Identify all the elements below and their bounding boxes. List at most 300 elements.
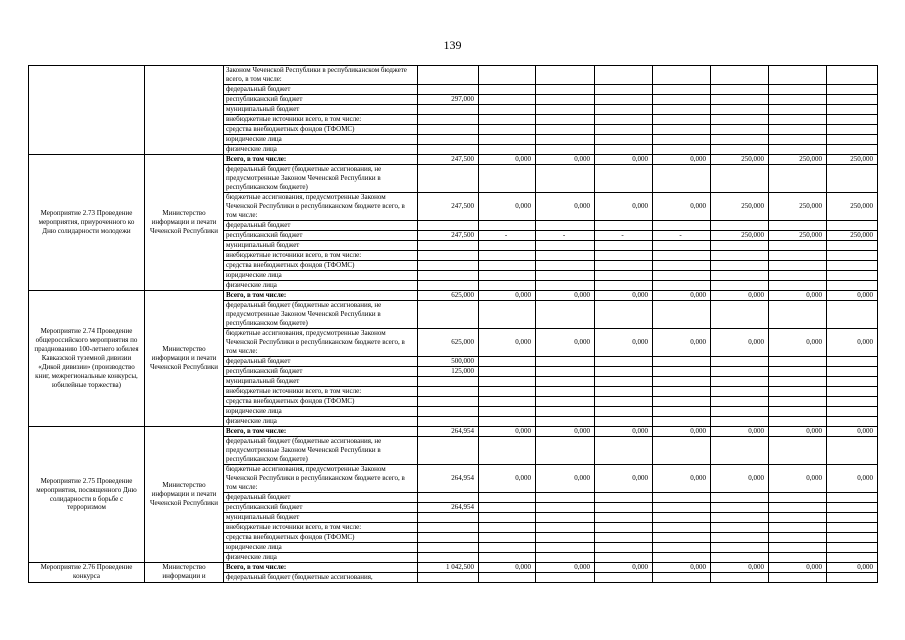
value-cell: 0,000 <box>827 563 878 573</box>
value-cell <box>827 135 878 145</box>
organization-cell: Министерство информации и печати Чеченской Республики <box>145 155 224 291</box>
value-cell <box>536 357 595 367</box>
value-cell <box>711 437 769 465</box>
value-cell: 125,000 <box>418 367 479 377</box>
page-number: 139 <box>443 38 462 52</box>
funding-source-cell: республиканский бюджет <box>224 503 418 513</box>
value-cell: 250,000 <box>769 231 827 241</box>
value-cell <box>418 387 479 397</box>
value-cell <box>418 513 479 523</box>
value-cell <box>479 417 536 427</box>
organization-cell: Министерство информации и <box>145 563 224 583</box>
value-cell <box>479 543 536 553</box>
value-cell <box>827 493 878 503</box>
activity-cell: Мероприятие 2.73 Проведение мероприятия, приуроченного ко Дню солидарности молодежи <box>29 155 145 291</box>
funding-source-cell: внебюджетные источники всего, в том числе: <box>224 251 418 261</box>
value-cell <box>769 573 827 583</box>
value-cell <box>711 251 769 261</box>
value-cell <box>769 66 827 85</box>
value-cell <box>711 125 769 135</box>
value-cell <box>479 125 536 135</box>
organization-cell: Министерство информации и печати Чеченской Республики <box>145 291 224 427</box>
value-cell <box>536 66 595 85</box>
value-cell <box>479 437 536 465</box>
value-cell <box>653 417 711 427</box>
value-cell: 0,000 <box>536 465 595 493</box>
value-cell: - <box>653 231 711 241</box>
value-cell <box>827 357 878 367</box>
value-cell <box>827 533 878 543</box>
funding-source-cell: средства внебюджетных фондов (ТФОМС) <box>224 533 418 543</box>
value-cell: 250,000 <box>769 155 827 165</box>
value-cell <box>769 543 827 553</box>
value-cell <box>711 95 769 105</box>
value-cell <box>418 261 479 271</box>
value-cell <box>536 125 595 135</box>
value-cell <box>595 397 653 407</box>
value-cell: 0,000 <box>653 563 711 573</box>
value-cell <box>653 281 711 291</box>
value-cell: 0,000 <box>769 465 827 493</box>
value-cell <box>479 251 536 261</box>
value-cell <box>711 281 769 291</box>
value-cell <box>827 281 878 291</box>
value-cell <box>418 543 479 553</box>
value-cell: 0,000 <box>595 291 653 301</box>
value-cell: 0,000 <box>536 193 595 221</box>
value-cell <box>711 523 769 533</box>
value-cell <box>769 417 827 427</box>
value-cell: 264,954 <box>418 503 479 513</box>
activity-cell <box>29 66 145 155</box>
value-cell <box>479 493 536 503</box>
value-cell <box>711 503 769 513</box>
value-cell <box>769 221 827 231</box>
value-cell <box>418 271 479 281</box>
funding-source-cell: федеральный бюджет (бюджетные ассигнования, не предусмотренные Законом Чеченской Республики в республиканском бюджете) <box>224 437 418 465</box>
value-cell: 0,000 <box>536 427 595 437</box>
value-cell: 0,000 <box>711 291 769 301</box>
value-cell <box>827 85 878 95</box>
value-cell <box>479 105 536 115</box>
value-cell <box>536 513 595 523</box>
value-cell: 0,000 <box>711 329 769 357</box>
value-cell <box>536 573 595 583</box>
value-cell <box>769 397 827 407</box>
value-cell <box>827 95 878 105</box>
funding-source-cell: внебюджетные источники всего, в том числе: <box>224 387 418 397</box>
funding-source-cell: республиканский бюджет <box>224 95 418 105</box>
funding-source-cell: Всего, в том числе: <box>224 155 418 165</box>
value-cell <box>827 573 878 583</box>
funding-source-cell: физические лица <box>224 553 418 563</box>
value-cell: 250,000 <box>711 193 769 221</box>
value-cell <box>827 407 878 417</box>
value-cell <box>653 251 711 261</box>
funding-source-cell: республиканский бюджет <box>224 231 418 241</box>
value-cell <box>769 301 827 329</box>
value-cell <box>536 145 595 155</box>
value-cell <box>418 523 479 533</box>
value-cell <box>418 66 479 85</box>
value-cell <box>711 493 769 503</box>
value-cell <box>769 513 827 523</box>
value-cell <box>653 387 711 397</box>
value-cell <box>479 221 536 231</box>
value-cell: 0,000 <box>536 329 595 357</box>
value-cell <box>418 301 479 329</box>
value-cell <box>418 377 479 387</box>
value-cell <box>418 241 479 251</box>
funding-source-cell: средства внебюджетных фондов (ТФОМС) <box>224 397 418 407</box>
value-cell <box>653 397 711 407</box>
value-cell: 264,954 <box>418 465 479 493</box>
value-cell <box>479 301 536 329</box>
funding-source-cell: средства внебюджетных фондов (ТФОМС) <box>224 261 418 271</box>
funding-source-cell: юридические лица <box>224 271 418 281</box>
table-row <box>29 291 878 301</box>
value-cell <box>479 513 536 523</box>
activity-cell: Мероприятие 2.75 Проведение мероприятия, посвященного Дню солидарности в борьбе с терроризмом <box>29 427 145 563</box>
value-cell <box>653 241 711 251</box>
value-cell: 0,000 <box>827 427 878 437</box>
funding-source-cell: федеральный бюджет <box>224 85 418 95</box>
value-cell <box>827 377 878 387</box>
table-row <box>29 66 878 85</box>
value-cell <box>769 271 827 281</box>
table-row <box>29 155 878 165</box>
funding-source-cell: юридические лица <box>224 135 418 145</box>
value-cell <box>711 115 769 125</box>
value-cell <box>595 513 653 523</box>
value-cell <box>769 135 827 145</box>
value-cell <box>536 241 595 251</box>
value-cell: 0,000 <box>653 329 711 357</box>
value-cell <box>653 221 711 231</box>
value-cell: - <box>479 231 536 241</box>
value-cell: 0,000 <box>827 465 878 493</box>
value-cell <box>653 533 711 543</box>
value-cell: 250,000 <box>711 231 769 241</box>
value-cell <box>479 281 536 291</box>
value-cell: 0,000 <box>536 291 595 301</box>
value-cell: 0,000 <box>479 427 536 437</box>
value-cell <box>418 165 479 193</box>
value-cell <box>653 135 711 145</box>
value-cell <box>595 165 653 193</box>
value-cell <box>711 377 769 387</box>
value-cell: 0,000 <box>653 193 711 221</box>
funding-source-cell: физические лица <box>224 417 418 427</box>
value-cell <box>711 85 769 95</box>
value-cell <box>418 437 479 465</box>
value-cell <box>595 95 653 105</box>
value-cell <box>827 513 878 523</box>
value-cell <box>479 165 536 193</box>
value-cell <box>769 115 827 125</box>
value-cell <box>711 261 769 271</box>
value-cell <box>418 553 479 563</box>
value-cell <box>653 271 711 281</box>
value-cell <box>711 105 769 115</box>
value-cell <box>827 165 878 193</box>
value-cell <box>827 115 878 125</box>
value-cell <box>418 533 479 543</box>
value-cell <box>653 125 711 135</box>
value-cell: 0,000 <box>595 563 653 573</box>
table-row <box>29 427 878 437</box>
value-cell <box>827 417 878 427</box>
value-cell <box>479 503 536 513</box>
value-cell <box>536 503 595 513</box>
value-cell <box>769 357 827 367</box>
value-cell <box>479 357 536 367</box>
activity-cell: Мероприятие 2.76 Проведение конкурса <box>29 563 145 583</box>
value-cell <box>711 357 769 367</box>
value-cell <box>711 387 769 397</box>
value-cell <box>479 523 536 533</box>
value-cell <box>418 407 479 417</box>
table-row <box>29 563 878 573</box>
value-cell <box>769 533 827 543</box>
value-cell: 250,000 <box>711 155 769 165</box>
value-cell <box>479 397 536 407</box>
value-cell <box>595 533 653 543</box>
value-cell: 0,000 <box>595 465 653 493</box>
value-cell <box>595 493 653 503</box>
value-cell <box>536 397 595 407</box>
value-cell <box>711 553 769 563</box>
value-cell <box>827 241 878 251</box>
value-cell: 0,000 <box>536 155 595 165</box>
value-cell <box>595 125 653 135</box>
value-cell <box>595 357 653 367</box>
value-cell: 0,000 <box>479 291 536 301</box>
value-cell <box>711 271 769 281</box>
value-cell <box>711 135 769 145</box>
value-cell: 0,000 <box>711 427 769 437</box>
value-cell <box>536 553 595 563</box>
funding-source-cell: юридические лица <box>224 407 418 417</box>
value-cell: 250,000 <box>769 193 827 221</box>
value-cell <box>769 523 827 533</box>
value-cell: 0,000 <box>479 465 536 493</box>
value-cell <box>479 261 536 271</box>
value-cell <box>536 387 595 397</box>
value-cell: 0,000 <box>595 329 653 357</box>
value-cell <box>653 553 711 563</box>
funding-source-cell: Всего, в том числе: <box>224 427 418 437</box>
value-cell <box>595 251 653 261</box>
value-cell <box>418 85 479 95</box>
value-cell <box>827 221 878 231</box>
value-cell <box>595 387 653 397</box>
value-cell <box>827 387 878 397</box>
value-cell <box>595 271 653 281</box>
value-cell <box>418 281 479 291</box>
funding-source-cell: физические лица <box>224 281 418 291</box>
funding-source-cell: муниципальный бюджет <box>224 105 418 115</box>
value-cell: 247,500 <box>418 155 479 165</box>
value-cell <box>711 513 769 523</box>
value-cell: 0,000 <box>653 427 711 437</box>
funding-source-cell: муниципальный бюджет <box>224 377 418 387</box>
value-cell <box>595 261 653 271</box>
value-cell <box>827 251 878 261</box>
value-cell <box>711 221 769 231</box>
value-cell <box>479 271 536 281</box>
value-cell: 250,000 <box>827 231 878 241</box>
value-cell <box>769 251 827 261</box>
value-cell <box>653 261 711 271</box>
value-cell <box>653 301 711 329</box>
value-cell <box>653 377 711 387</box>
value-cell: 500,000 <box>418 357 479 367</box>
value-cell <box>711 66 769 85</box>
value-cell <box>653 105 711 115</box>
value-cell <box>536 165 595 193</box>
value-cell <box>595 85 653 95</box>
funding-source-cell: средства внебюджетных фондов (ТФОМС) <box>224 125 418 135</box>
value-cell <box>418 573 479 583</box>
value-cell <box>536 543 595 553</box>
value-cell <box>595 553 653 563</box>
value-cell <box>827 367 878 377</box>
value-cell <box>595 503 653 513</box>
value-cell <box>595 417 653 427</box>
value-cell <box>418 493 479 503</box>
value-cell: 0,000 <box>769 329 827 357</box>
value-cell: 247,500 <box>418 193 479 221</box>
funding-source-cell: бюджетные ассигнования, предусмотренные Законом Чеченской Республики в республиканском бюджете всего, в том числе: <box>224 193 418 221</box>
value-cell <box>479 573 536 583</box>
value-cell <box>653 357 711 367</box>
value-cell <box>536 377 595 387</box>
value-cell <box>595 523 653 533</box>
value-cell <box>536 261 595 271</box>
value-cell <box>653 513 711 523</box>
value-cell <box>769 145 827 155</box>
value-cell <box>769 407 827 417</box>
value-cell <box>595 437 653 465</box>
value-cell <box>479 533 536 543</box>
funding-source-cell: федеральный бюджет (бюджетные ассигнования, <box>224 573 418 583</box>
value-cell <box>595 377 653 387</box>
value-cell: - <box>536 231 595 241</box>
value-cell <box>653 437 711 465</box>
value-cell <box>418 221 479 231</box>
value-cell <box>418 135 479 145</box>
value-cell: 625,000 <box>418 329 479 357</box>
value-cell <box>595 301 653 329</box>
value-cell <box>479 407 536 417</box>
funding-source-cell: федеральный бюджет (бюджетные ассигнования, не предусмотренные Законом Чеченской Республики в республиканском бюджете) <box>224 301 418 329</box>
value-cell <box>769 165 827 193</box>
funding-source-cell: внебюджетные источники всего, в том числе: <box>224 523 418 533</box>
value-cell <box>653 573 711 583</box>
value-cell: 0,000 <box>827 329 878 357</box>
organization-cell <box>145 66 224 155</box>
value-cell <box>536 221 595 231</box>
value-cell <box>827 543 878 553</box>
value-cell <box>653 523 711 533</box>
value-cell <box>536 437 595 465</box>
value-cell: 0,000 <box>653 291 711 301</box>
value-cell <box>479 145 536 155</box>
value-cell <box>418 145 479 155</box>
value-cell <box>418 105 479 115</box>
value-cell <box>536 523 595 533</box>
funding-source-cell: юридические лица <box>224 543 418 553</box>
funding-source-cell: бюджетные ассигнования, предусмотренные Законом Чеченской Республики в республиканском бюджете всего, в том числе: <box>224 465 418 493</box>
value-cell <box>769 387 827 397</box>
value-cell <box>769 367 827 377</box>
value-cell: 250,000 <box>827 193 878 221</box>
value-cell: 0,000 <box>653 155 711 165</box>
value-cell <box>536 407 595 417</box>
value-cell: 0,000 <box>769 291 827 301</box>
value-cell <box>479 367 536 377</box>
value-cell <box>769 503 827 513</box>
value-cell <box>653 95 711 105</box>
value-cell <box>711 241 769 251</box>
funding-source-cell: муниципальный бюджет <box>224 241 418 251</box>
value-cell <box>595 66 653 85</box>
value-cell <box>536 115 595 125</box>
activity-cell: Мероприятие 2.74 Проведение общероссийского мероприятия по празднованию 100-летнего юбилея Кавказской туземной дивизии «Дикой дивизии» (производство книг, межрегиональные конкурсы, юбилейные торжества) <box>29 291 145 427</box>
funding-source-cell: Законом Чеченской Республики в республиканском бюджете всего, в том числе: <box>224 66 418 85</box>
value-cell: 0,000 <box>827 291 878 301</box>
organization-cell: Министерство информации и печати Чеченской Республики <box>145 427 224 563</box>
value-cell <box>595 145 653 155</box>
value-cell <box>711 573 769 583</box>
value-cell <box>711 367 769 377</box>
value-cell <box>479 241 536 251</box>
funding-source-cell: федеральный бюджет <box>224 221 418 231</box>
value-cell <box>653 115 711 125</box>
value-cell <box>536 367 595 377</box>
funding-source-cell: республиканский бюджет <box>224 367 418 377</box>
funding-source-cell: федеральный бюджет <box>224 357 418 367</box>
value-cell <box>536 271 595 281</box>
funding-source-cell: внебюджетные источники всего, в том числе: <box>224 115 418 125</box>
value-cell <box>418 115 479 125</box>
value-cell <box>769 493 827 503</box>
value-cell <box>653 145 711 155</box>
value-cell: 0,000 <box>595 193 653 221</box>
value-cell <box>595 241 653 251</box>
value-cell: 0,000 <box>711 563 769 573</box>
value-cell <box>653 367 711 377</box>
value-cell <box>536 251 595 261</box>
value-cell <box>595 221 653 231</box>
funding-source-cell: федеральный бюджет <box>224 493 418 503</box>
value-cell <box>653 66 711 85</box>
value-cell: 297,000 <box>418 95 479 105</box>
value-cell <box>418 417 479 427</box>
value-cell <box>653 503 711 513</box>
funding-source-cell: Всего, в том числе: <box>224 563 418 573</box>
value-cell <box>536 281 595 291</box>
value-cell <box>827 145 878 155</box>
value-cell <box>418 397 479 407</box>
value-cell <box>769 261 827 271</box>
value-cell <box>653 165 711 193</box>
value-cell <box>595 543 653 553</box>
value-cell <box>711 417 769 427</box>
value-cell <box>827 125 878 135</box>
value-cell <box>769 85 827 95</box>
